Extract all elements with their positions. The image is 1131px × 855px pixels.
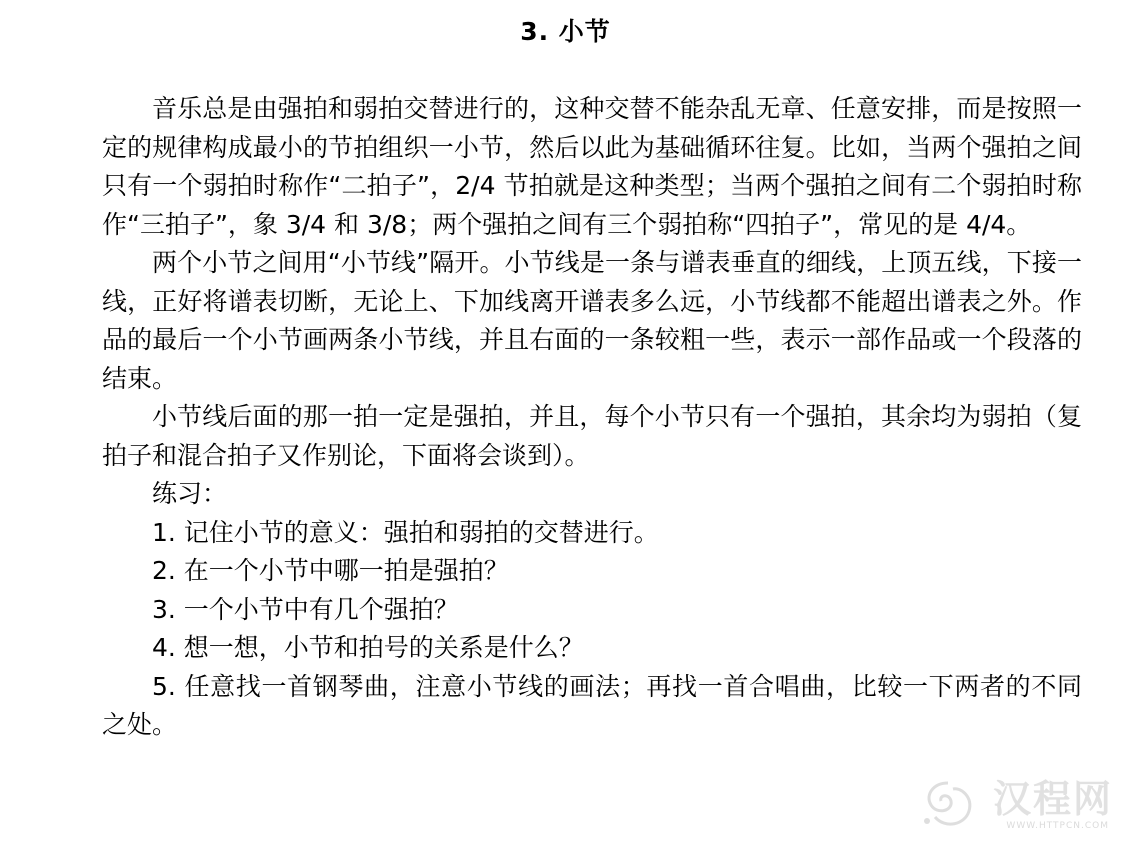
paragraph-3: 小节线后面的那一拍一定是强拍，并且，每个小节只有一个强拍，其余均为弱拍（复拍子和混合拍子又作别论，下面将会谈到）。 <box>102 402 1082 470</box>
swirl-logo-icon <box>913 771 983 841</box>
paragraph-2: 两个小节之间用“小节线”隔开。小节线是一条与谱表垂直的细线，上顶五线，下接一线，正好将谱表切断，无论上、下加线离开谱表多么远，小节线都不能超出谱表之外。作品的最后一个小节画两条小节线，并且右面的一条较粗一些，表示一部作品或一个段落的结束。 <box>102 248 1082 393</box>
watermark-logo <box>913 771 1113 841</box>
section-title: 3. 小节 <box>520 17 611 46</box>
watermark-text: 汉程网 <box>992 777 1113 821</box>
exercise-heading: 练习： <box>152 479 228 508</box>
paragraph-1: 音乐总是由强拍和弱拍交替进行的，这种交替不能杂乱无章、任意安排，而是按照一定的规律构成最小的节拍组织一小节，然后以此为基础循环往复。比如，当两个强拍之间只有一个弱拍时称作“二拍子”，2/4 节拍就是这种类型；当两个强拍之间有二个弱拍时称作“三拍子”，象 3/4 和 3/8；两个强拍之间有三个弱拍称“四拍子”，常见的是 4/4。 <box>102 94 1082 239</box>
exercise-item-2: 2. 在一个小节中哪一拍是强拍？ <box>152 556 509 585</box>
watermark-url: WWW.HTTPCN.COM <box>1006 821 1109 831</box>
exercise-item-1: 1. 记住小节的意义：强拍和弱拍的交替进行。 <box>152 517 659 547</box>
document-body <box>102 90 1082 745</box>
exercise-item-4: 4. 想一想，小节和拍号的关系是什么？ <box>152 633 584 662</box>
exercise-item-5: 5. 任意找一首钢琴曲，注意小节线的画法；再找一首合唱曲，比较一下两者的不同之处。 <box>102 671 1082 739</box>
exercise-item-3: 3. 一个小节中有几个强拍？ <box>152 594 459 624</box>
